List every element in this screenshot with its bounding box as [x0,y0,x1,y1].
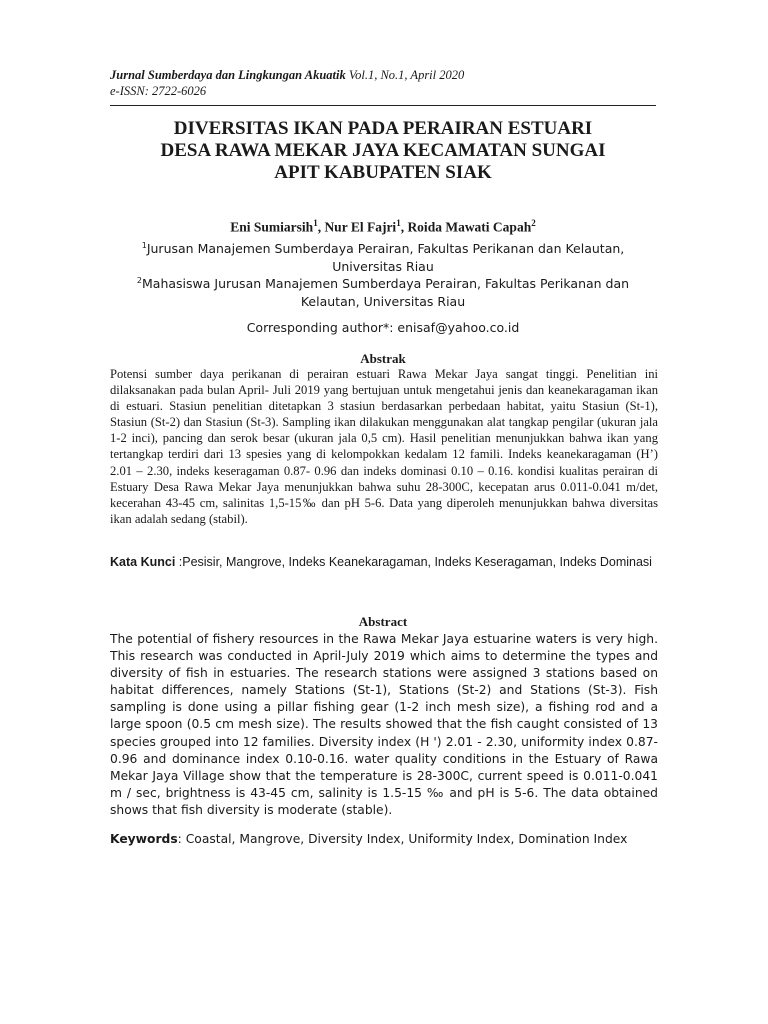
affiliation-1 [110,237,656,276]
abstract-heading: Abstract [358,614,408,629]
abstract-text: The potential of fishery resources in the Rawa Mekar Jaya estuarine waters is very high. This research was conducted in April-July 2019 which aims to determine the types and diversity of fish in estuaries. The research stations were assigned 3 stations based on habitat differences, namely Stations (St-1), Stations (St-2) and Stations (St-3). Fish sampling is done using a pillar fishing gear (1-2 inch mesh size), a fishing rod and a large spoon (0.5 cm mesh size). The results showed that the fish caught consisted of 13 species grouped into 12 families. Diversity index (H ') 2.01 - 2.30, uniformity index 0.87-0.96 and dominance index 0.10-0.16. water quality conditions in the Estuary of Rawa Mekar Jaya Village show that the temperature is 28-300C, current speed is 0.011-0.041 m / sec, brightness is 43-45 cm, salinity is 1.5-15 ‰ and pH is 5-6. The data obtained shows that fish diversity is moderate (stable). [110,632,658,817]
affiliation-2 [110,272,656,311]
title-line: DIVERSITAS IKAN PADA PERAIRAN ESTUARI [173,118,593,139]
affiliation-number: 1 [141,241,147,250]
author-name: Eni Sumiarsih [230,219,314,235]
abstrak-heading: Abstrak [360,351,406,366]
author-list [110,218,656,236]
affiliation-text: Mahasiswa Jurusan Manajemen Sumberdaya Perairan, Fakultas Perikanan dan [142,276,630,292]
keywords [110,832,658,846]
author-affiliation-mark: 1 [396,218,401,228]
author-name: Roida Mawati Capah [407,219,532,235]
header-divider [110,105,656,106]
keywords-terms: : Coastal, Mangrove, Diversity Index, Uniformity Index, Domination Index [177,832,628,846]
affiliation-text: Jurusan Manajemen Sumberdaya Perairan, Fakultas Perikanan dan Kelautan, [146,241,625,257]
author-affiliation-mark: 1 [313,218,318,228]
affiliation-text: Universitas Riau [332,259,434,275]
kata-kunci [110,554,658,570]
author-separator: , [317,219,325,235]
journal-volume: Vol.1, No.1, April 2020 [345,68,465,82]
journal-issn: e-ISSN: 2722-6026 [110,84,207,98]
kata-kunci-terms: :Pesisir, Mangrove, Indeks Keanekaragaman, Indeks Keseragaman, Indeks Dominasi [175,555,652,569]
journal-header [110,67,464,84]
title-line: DESA RAWA MEKAR JAYA KECAMATAN SUNGAI [160,140,606,161]
abstrak-text: Potensi sumber daya perikanan di perairan estuari Rawa Mekar Jaya sangat tinggi. Penelitian ini dilaksanakan pada bulan April- Juli 2019 yang bertujuan untuk mengetahui jenis dan keanekaragaman ikan di estuari. Stasiun penelitian ditetapkan 3 stasiun berdasarkan perbedaan habitat, yaitu Stasiun (St-1), Stasiun (St-2) dan Stasiun (St-3). Sampling ikan dilakukan menggunakan alat tangkap pengilar (ukuran jala 1-2 inci), pancing dan serok besar (ukuran jala 0,5 cm). Hasil penelitian menunjukkan bahwa ikan yang tertangkap terdiri dari 13 spesies yang di kelompokkan kedalam 12 famili. Indeks keanekaragaman (H’) 2.01 – 2.30, indeks keseragaman 0.87- 0.96 dan indeks dominasi 0.10 – 0.16. kondisi kualitas perairan di Estuary Desa Rawa Mekar Jaya menunjukkan bahwa suhu 28-300C, kecepatan arus 0.011-0.041 m/det, kecerahan 43-45 cm, salinitas 1,5-15‰ dan pH 5-6. Data yang diperoleh menunjukkan bahwa diversitas ikan adalah sedang (stabil). [110,367,658,526]
article-title [110,118,656,184]
author-name: Nur El Fajri [324,219,397,235]
keywords-label: Keywords [110,832,178,846]
affiliation-text: Kelautan, Universitas Riau [300,294,466,310]
author-separator: , [400,219,408,235]
author-affiliation-mark: 2 [531,218,536,228]
journal-name: Jurnal Sumberdaya dan Lingkungan Akuatik [110,68,346,82]
title-line: APIT KABUPATEN SIAK [274,162,492,183]
affiliation-number: 2 [136,276,142,285]
corresponding-author: Corresponding author*: enisaf@yahoo.co.id [246,320,520,335]
kata-kunci-label: Kata Kunci [110,555,176,569]
